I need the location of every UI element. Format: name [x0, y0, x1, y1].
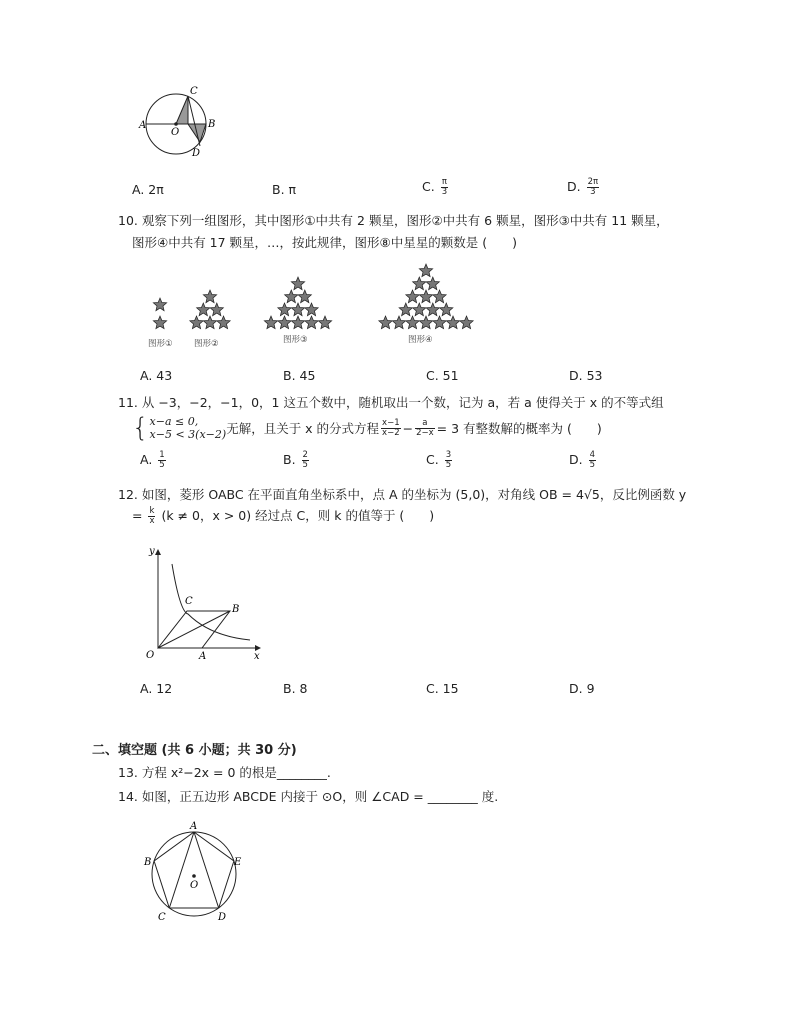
- q9-label-O: O: [171, 127, 180, 138]
- q13-stem: 13. 方程 x²−2x = 0 的根是________.: [118, 765, 331, 780]
- q12-option-b: B. 8: [283, 681, 308, 696]
- q12-stem-line1: 12. 如图，菱形 OABC 在平面直角坐标系中，点 A 的坐标为 (5,0)，对角线 OB = 4√5，反比例函数 y: [118, 487, 687, 502]
- q9-label-D: D: [192, 148, 201, 159]
- star: [278, 316, 291, 329]
- q10-star-figures: [140, 262, 500, 357]
- star: [379, 316, 392, 329]
- q14-stem: 14. 如图，正五边形 ABCDE 内接于 ⊙O，则 ∠CAD = ________ 度.: [118, 789, 499, 804]
- q12-label-y: y: [149, 546, 155, 557]
- q12-stem-line2: = $\frac{k}{x}$ (k ≠ 0，x > 0) 经过点 C，则 k 的值等于 ( ): [132, 506, 435, 526]
- q9-label-C: C: [190, 86, 198, 97]
- star: [433, 316, 446, 329]
- star: [433, 290, 446, 303]
- q9-circle-figure: [138, 84, 218, 164]
- star: [446, 316, 459, 329]
- star: [217, 316, 230, 329]
- q14-pentagon-figure: [138, 820, 253, 925]
- star: [419, 316, 432, 329]
- star: [399, 303, 412, 316]
- q10-option-b: B. 45: [283, 368, 316, 383]
- q12-option-c: C. 15: [426, 681, 459, 696]
- q9-label-A: A: [139, 120, 147, 131]
- q11-option-b: B. $\frac{2}{5}$: [283, 450, 308, 470]
- figure-caption: 图形③: [283, 335, 308, 345]
- q12-coordinate-figure: [140, 542, 270, 666]
- star: [190, 316, 203, 329]
- star: [426, 303, 439, 316]
- star: [406, 316, 419, 329]
- q11-option-d: D. $\frac{4}{5}$: [569, 450, 595, 470]
- q11-option-a: A. $\frac{1}{5}$: [140, 450, 165, 470]
- star: [197, 303, 210, 316]
- section-heading: 二、填空题 (共 6 小题；共 30 分): [92, 743, 297, 758]
- star: [413, 277, 426, 290]
- q11-stem-line2: { x−a ≤ 0, x−5 < 3(x−2) 无解，且关于 x 的分式方程 $\frac{x-1}{x-2}$ − $\frac{a}{2-x}$ = 3 有整数解的概率为 ( ): [132, 413, 602, 443]
- star: [440, 303, 453, 316]
- star: [419, 290, 432, 303]
- star: [406, 290, 419, 303]
- figure-caption: 图形②: [194, 339, 219, 349]
- star: [419, 264, 432, 277]
- figure-caption: 图形④: [408, 335, 433, 345]
- star: [153, 316, 166, 329]
- inequality-system: x−a ≤ 0, x−5 < 3(x−2): [149, 415, 227, 441]
- q14-label-E: E: [234, 857, 242, 868]
- q9-option-b: B. π: [272, 182, 297, 197]
- star: [291, 303, 304, 316]
- q12-option-d: D. 9: [569, 681, 595, 696]
- q10-stem-line1: 10. 观察下列一组图形，其中图形①中共有 2 颗星，图形②中共有 6 颗星，图形③中共有 11 颗星，: [118, 213, 669, 228]
- q10-stem-line2: 图形④中共有 17 颗星，…，按此规律，图形⑧中星星的颗数是 ( ): [132, 235, 517, 250]
- q14-label-A: A: [190, 821, 198, 832]
- q12-label-B: B: [232, 604, 240, 615]
- q12-label-A: A: [199, 651, 207, 662]
- q12-label-C: C: [185, 596, 193, 607]
- q9-option-a: A. 2π: [132, 182, 164, 197]
- star: [153, 298, 166, 311]
- star: [318, 316, 331, 329]
- q12-option-a: A. 12: [140, 681, 173, 696]
- star: [285, 290, 298, 303]
- q11-option-c: C. $\frac{3}{5}$: [426, 450, 452, 470]
- star: [210, 303, 223, 316]
- star: [413, 303, 426, 316]
- star: [392, 316, 405, 329]
- q12-label-x: x: [254, 651, 260, 662]
- q9-label-B: B: [208, 119, 216, 130]
- star: [298, 290, 311, 303]
- star: [278, 303, 291, 316]
- star: [291, 316, 304, 329]
- q10-option-a: A. 43: [140, 368, 173, 383]
- star: [264, 316, 277, 329]
- star: [460, 316, 473, 329]
- star: [291, 277, 304, 290]
- q14-label-B: B: [144, 857, 152, 868]
- q14-label-C: C: [158, 912, 166, 923]
- star: [426, 277, 439, 290]
- star: [203, 290, 216, 303]
- q12-label-O: O: [146, 650, 155, 661]
- q10-option-c: C. 51: [426, 368, 459, 383]
- q9-option-c: C. $\frac{\pi}{3}$: [422, 177, 448, 197]
- star: [305, 303, 318, 316]
- q9-option-d: D. $\frac{2\pi}{3}$: [567, 177, 599, 197]
- q14-label-O: O: [190, 880, 199, 891]
- q10-option-d: D. 53: [569, 368, 603, 383]
- q14-label-D: D: [218, 912, 227, 923]
- figure-caption: 图形①: [148, 339, 173, 349]
- q11-stem-line1: 11. 从 −3，−2，−1，0，1 这五个数中，随机取出一个数，记为 a，若 a 使得关于 x 的不等式组: [118, 395, 664, 410]
- star: [305, 316, 318, 329]
- star: [203, 316, 216, 329]
